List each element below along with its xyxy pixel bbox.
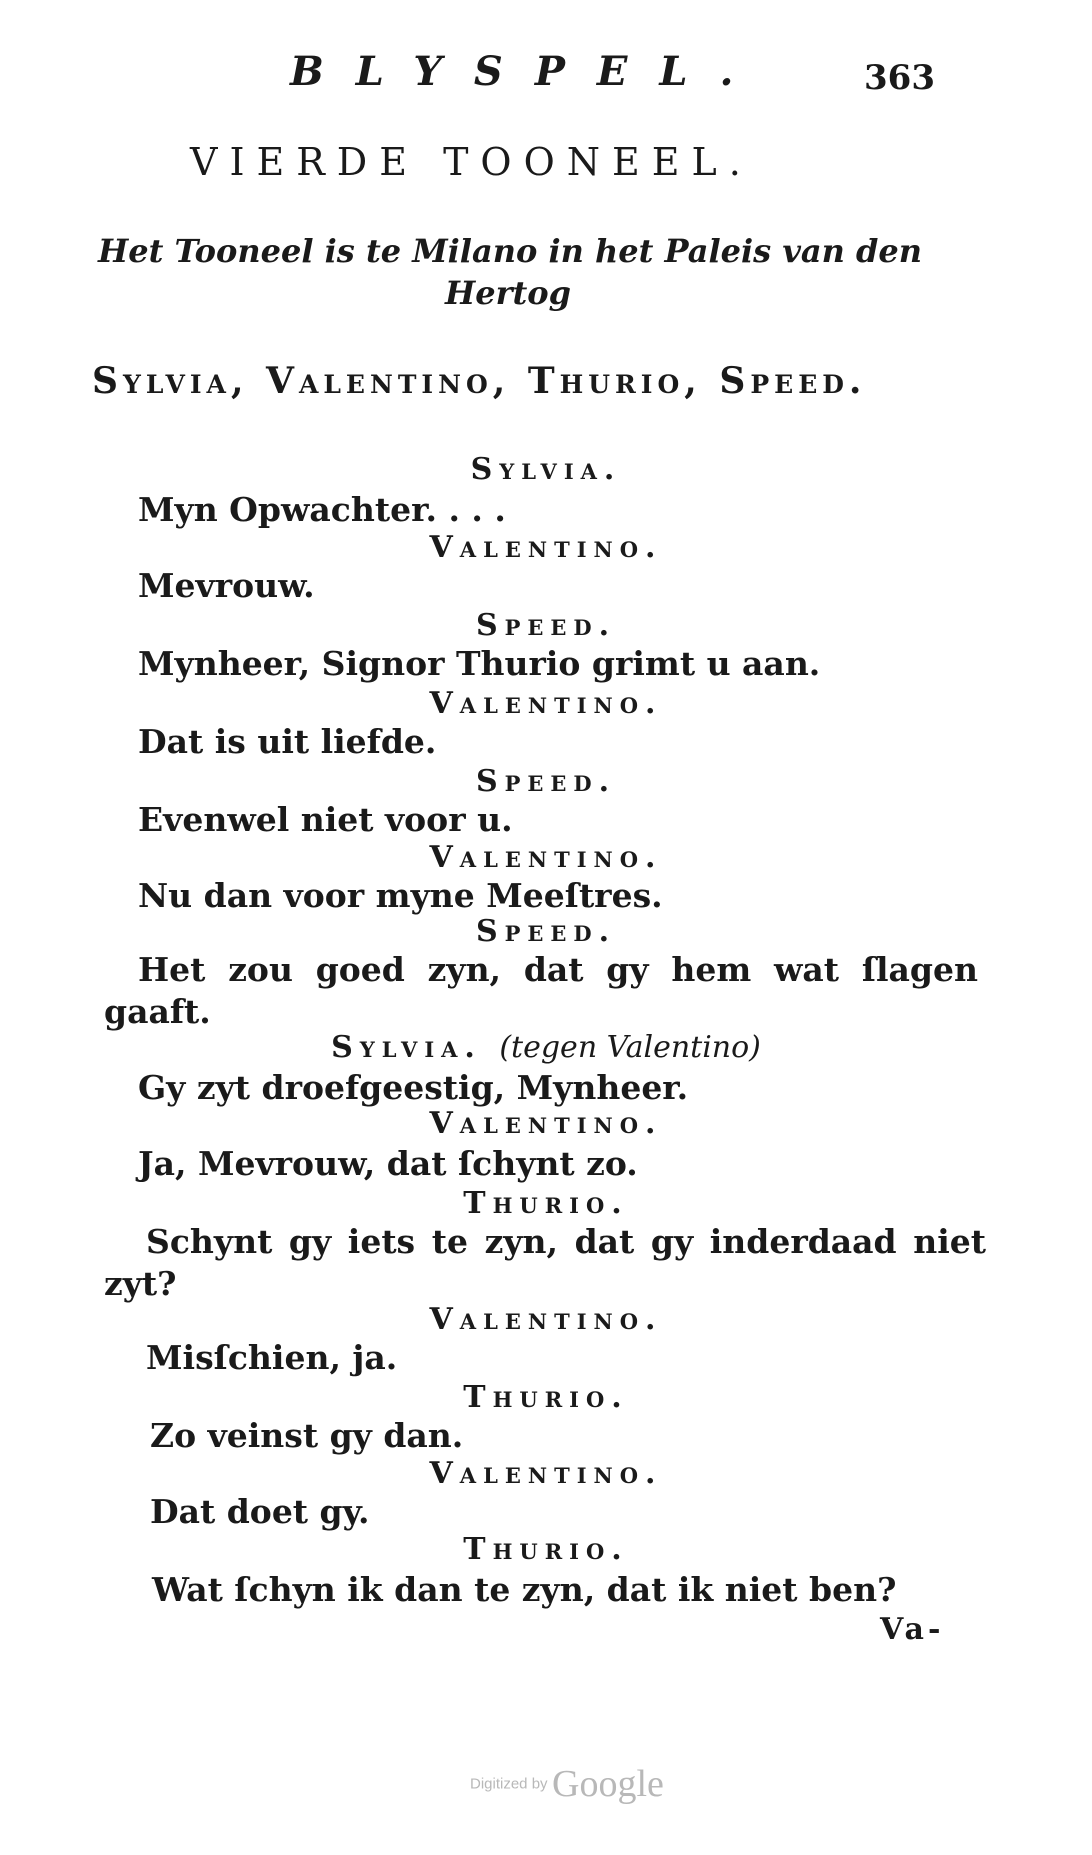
setting-line-1: Het Tooneel is te Milano in het Paleis van den	[98, 232, 923, 270]
dialogue-line: Zo veinst gy dan.	[150, 1416, 464, 1455]
speaker-name	[0, 914, 1092, 949]
dialogue-line: Dat is uit liefde.	[138, 722, 437, 761]
speaker-label: Valentino.	[429, 686, 663, 721]
dialogue-line: Wat ſchyn ik dan te zyn, dat ik niet ben?	[152, 1570, 897, 1609]
speaker-name	[0, 1532, 1092, 1567]
dialogue-line-continuation: gaaft.	[104, 992, 211, 1031]
speaker-label: Thurio.	[463, 1532, 629, 1567]
speaker-label: Sylvia.	[470, 452, 622, 487]
scene-setting	[98, 230, 978, 314]
google-logo: Google	[552, 1763, 664, 1805]
speaker-label: Valentino.	[429, 1106, 663, 1141]
dialogue-line: Dat doet gy.	[150, 1492, 370, 1531]
running-title: BLYSPEL.	[290, 48, 766, 95]
digitization-watermark	[470, 1762, 664, 1806]
speaker-name	[0, 1302, 1092, 1337]
scene-title: VIERDE TOONEEL.	[190, 140, 753, 184]
speaker-label: Thurio.	[463, 1380, 629, 1415]
stage-direction: (tegen Valentino)	[499, 1030, 761, 1065]
speaker-label: Thurio.	[463, 1186, 629, 1221]
speaker-label: Speed.	[475, 608, 617, 643]
speaker-name	[0, 840, 1092, 875]
speaker-label: Valentino.	[429, 530, 663, 565]
speaker-name	[0, 1186, 1092, 1221]
dialogue-line: Schynt gy iets te zyn, dat gy inderdaad niet	[146, 1222, 986, 1261]
speaker-name	[0, 686, 1092, 721]
dialogue-line: Mynheer, Signor Thurio grimt u aan.	[138, 644, 821, 683]
dialogue-line: Mevrouw.	[138, 566, 315, 605]
dialogue-line: Ja, Mevrouw, dat ſchynt zo.	[138, 1144, 638, 1183]
catchword: Va-	[880, 1612, 945, 1647]
speaker-label: Valentino.	[429, 1302, 663, 1337]
dialogue-line: Nu dan voor myne Meeſtres.	[138, 876, 663, 915]
speaker-label: Speed.	[475, 764, 617, 799]
speaker-name	[0, 530, 1092, 565]
dialogue-line: Misſchien, ja.	[146, 1338, 398, 1377]
watermark-prefix: Digitized by	[470, 1775, 548, 1793]
speaker-label: Sylvia.	[331, 1030, 482, 1065]
speaker-name	[0, 1380, 1092, 1415]
dialogue-line-continuation: zyt?	[104, 1264, 177, 1303]
speaker-name	[0, 1456, 1092, 1491]
dialogue-line: Evenwel niet voor u.	[138, 800, 513, 839]
speaker-name	[0, 764, 1092, 799]
dialogue-line: Gy zyt droefgeestig, Mynheer.	[138, 1068, 689, 1107]
speaker-label: Valentino.	[429, 1456, 663, 1491]
speaker-name	[0, 1030, 1092, 1065]
character-list: Sylvia, Valentino, Thurio, Speed.	[92, 360, 867, 402]
setting-line-2: Hertog	[445, 274, 571, 312]
page-number: 363	[864, 58, 935, 98]
dialogue-line: Het zou goed zyn, dat gy hem wat ſlagen	[138, 950, 978, 989]
speaker-name	[0, 452, 1092, 487]
dialogue-line: Myn Opwachter. . . .	[138, 490, 506, 529]
speaker-name	[0, 608, 1092, 643]
speaker-label: Valentino.	[429, 840, 663, 875]
speaker-name	[0, 1106, 1092, 1141]
speaker-label: Speed.	[475, 914, 617, 949]
